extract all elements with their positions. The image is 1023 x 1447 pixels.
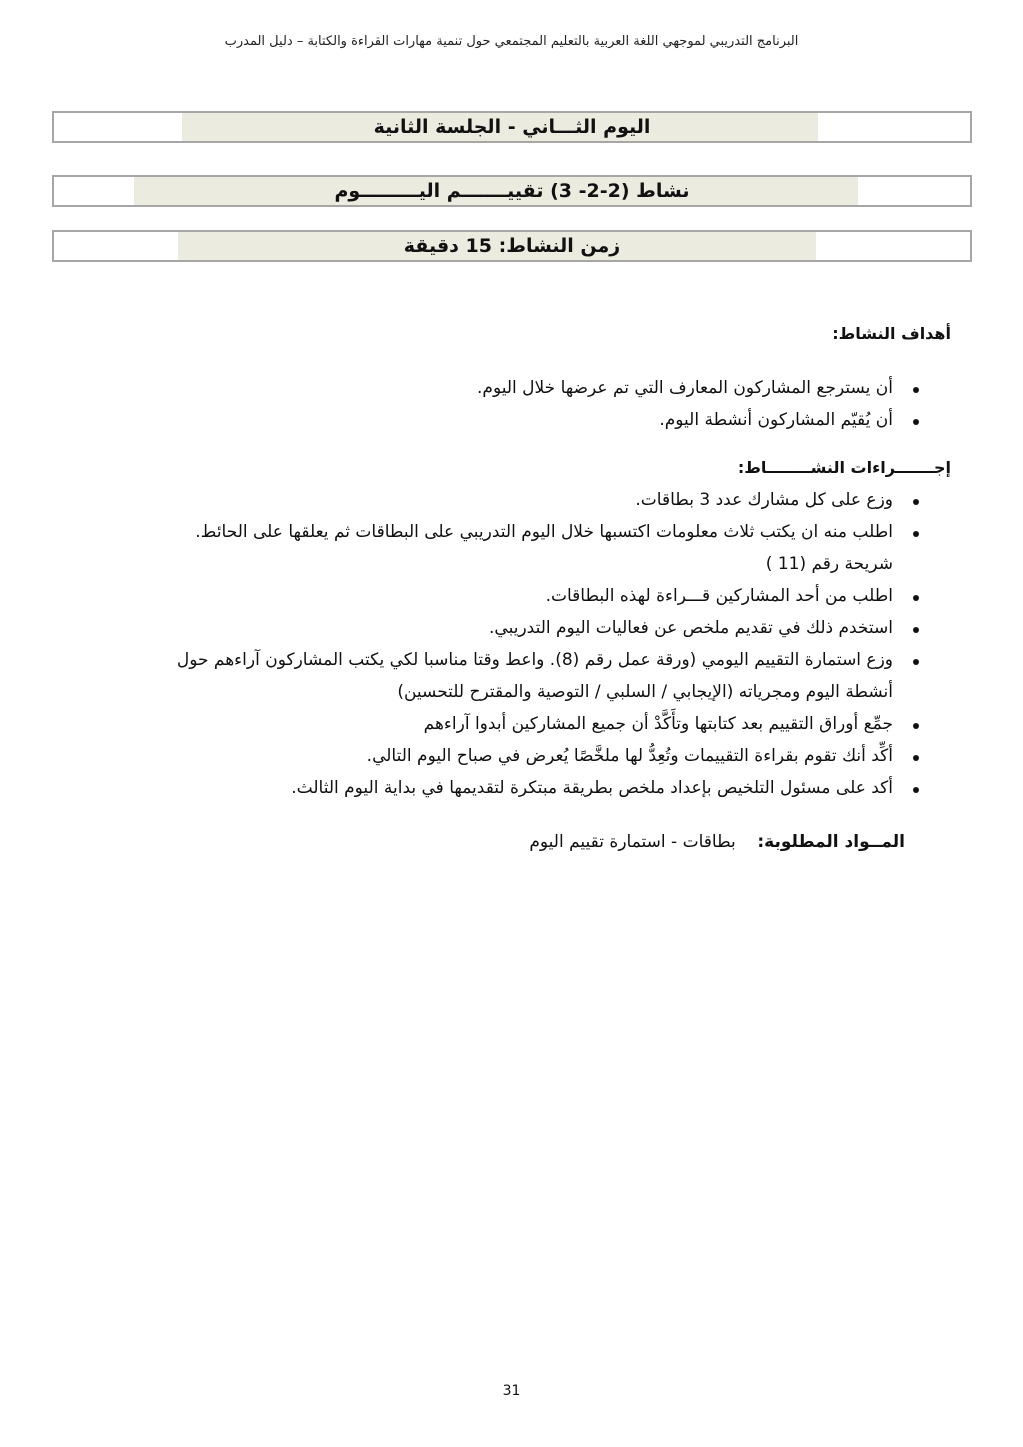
list-item: أكد على مسئول التلخيص بإعداد ملخص بطريقة مبتكرة لتقديمها في بداية اليوم الثالث.	[177, 772, 893, 804]
list-item-continuation: شريحة رقم (11 )	[765, 554, 893, 574]
list-item: استخدم ذلك في تقديم ملخص عن فعاليات اليوم التدريبي.	[177, 612, 893, 644]
list-item: أكِّد أنك تقوم بقراءة التقييمات وتُعِدُّ لها ملخَّصًا يُعرض في صباح اليوم التالي.	[177, 740, 893, 772]
list-item: أن يسترجع المشاركون المعارف التي تم عرضها خلال اليوم.	[477, 372, 893, 404]
activity-banner	[52, 175, 972, 207]
list-item: جمِّع أوراق التقييم بعد كتابتها وتأَكَّدْ أن جميع المشاركين أبدوا آراءهم	[177, 708, 893, 740]
list-item: وزع على كل مشارك عدد 3 بطاقات.	[177, 484, 893, 516]
running-header: البرنامج التدريبي لموجهي اللغة العربية بالتعليم المجتمعي حول تنمية مهارات القراءة والكتابة – دليل المدرب	[224, 34, 799, 49]
list-item: وزع استمارة التقييم اليومي (ورقة عمل رقم (8). واعط وقتا مناسبا لكي يكتب المشاركون آراءهم حول	[177, 644, 893, 676]
list-item-continuation: أنشطة اليوم ومجرياته (الإيجابي / السلبي / التوصية والمقترح للتحسين)	[397, 682, 893, 702]
procedures-title: إجـــــــراءات النشــــــــاط:	[737, 458, 951, 477]
objectives-title: أهداف النشاط:	[832, 324, 951, 343]
duration-banner	[52, 230, 972, 262]
objectives-list	[477, 372, 893, 436]
day-session-title: اليوم الثـــاني - الجلسة الثانية	[373, 116, 651, 138]
materials-label: المــواد المطلوبة:	[757, 832, 905, 852]
materials-line	[529, 832, 905, 852]
procedures-list	[177, 484, 893, 804]
list-item: أن يُقيّم المشاركون أنشطة اليوم.	[477, 404, 893, 436]
activity-title: نشاط (2-2- 3) تقييـــــــم اليـــــــــوم	[334, 180, 690, 202]
day-session-banner	[52, 111, 972, 143]
activity-duration: زمن النشاط: 15 دقيقة	[403, 235, 621, 257]
list-item: اطلب من أحد المشاركين قـــراءة لهذه البطاقات.	[177, 580, 893, 612]
page-number: 31	[502, 1383, 521, 1399]
materials-value: بطاقات - استمارة تقييم اليوم	[529, 832, 736, 852]
list-item: اطلب منه ان يكتب ثلاث معلومات اكتسبها خلال اليوم التدريبي على البطاقات ثم يعلقها على الحائط.	[177, 516, 893, 548]
